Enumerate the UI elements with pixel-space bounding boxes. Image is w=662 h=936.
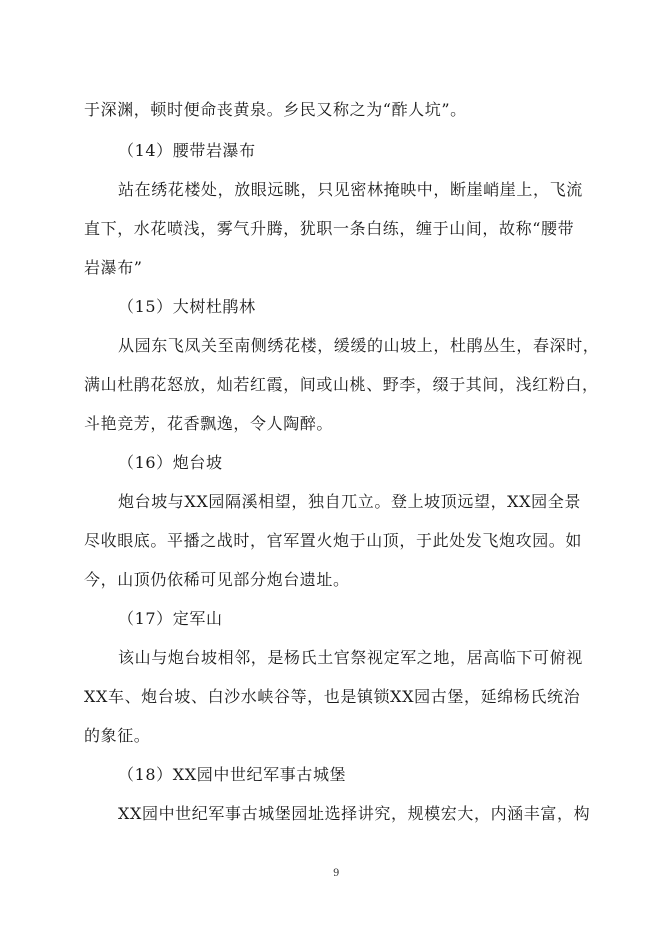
- paragraph-line: 尽收眼底。平播之战时，官军置火炮于山顶，于此处发飞炮攻园。如: [84, 531, 583, 550]
- paragraph-line: XX园中世纪军事古城堡园址选择讲究，规模宏大，内涵丰富，构: [118, 804, 591, 823]
- paragraph-line: 从园东飞凤关至南侧绣花楼，缓缓的山坡上，杜鹃丛生，春深时，: [118, 336, 600, 355]
- paragraph-line: 炮台坡与XX园隔溪相望，独自兀立。登上坡顶远望，XX园全景: [118, 492, 581, 511]
- section-heading-17: （17）定军山: [118, 609, 223, 628]
- section-heading-16: （16）炮台坡: [118, 453, 223, 472]
- paragraph-line: 该山与炮台坡相邻，是杨氏土官祭视定军之地，居高临下可俯视: [118, 648, 583, 667]
- section-heading-15: （15）大树杜鹃林: [118, 297, 256, 316]
- section-heading-18: （18）XX园中世纪军事古城堡: [118, 765, 347, 784]
- paragraph-line: 于深渊，顿时便命丧黄泉。乡民又称之为“酢人坑”。: [84, 100, 467, 119]
- paragraph-line: 站在绣花楼处，放眼远眺，只见密林掩映中，断崖峭崖上，飞流: [118, 180, 583, 199]
- paragraph-line: 今，山顶仍依稀可见部分炮台遗址。: [84, 570, 350, 589]
- paragraph-line: 满山杜鹃花怒放，灿若红霞，间或山桃、野李，缀于其间，浅红粉白，: [84, 375, 599, 394]
- page-number: 9: [333, 868, 340, 879]
- section-heading-14: （14）腰带岩瀑布: [118, 141, 256, 160]
- paragraph-line: XX车、炮台坡、白沙水峡谷等，也是镇锁XX园古堡，延绵杨氏统治: [84, 687, 581, 706]
- paragraph-line: 岩瀑布”: [84, 258, 143, 277]
- paragraph-line: 直下，水花喷浅，雾气升腾，犹职一条白练，缠于山间，故称“腰带: [84, 219, 575, 238]
- paragraph-line: 斗艳竞芳，花香飘逸，令人陶醉。: [84, 414, 334, 433]
- paragraph-line: 的象征。: [84, 726, 151, 745]
